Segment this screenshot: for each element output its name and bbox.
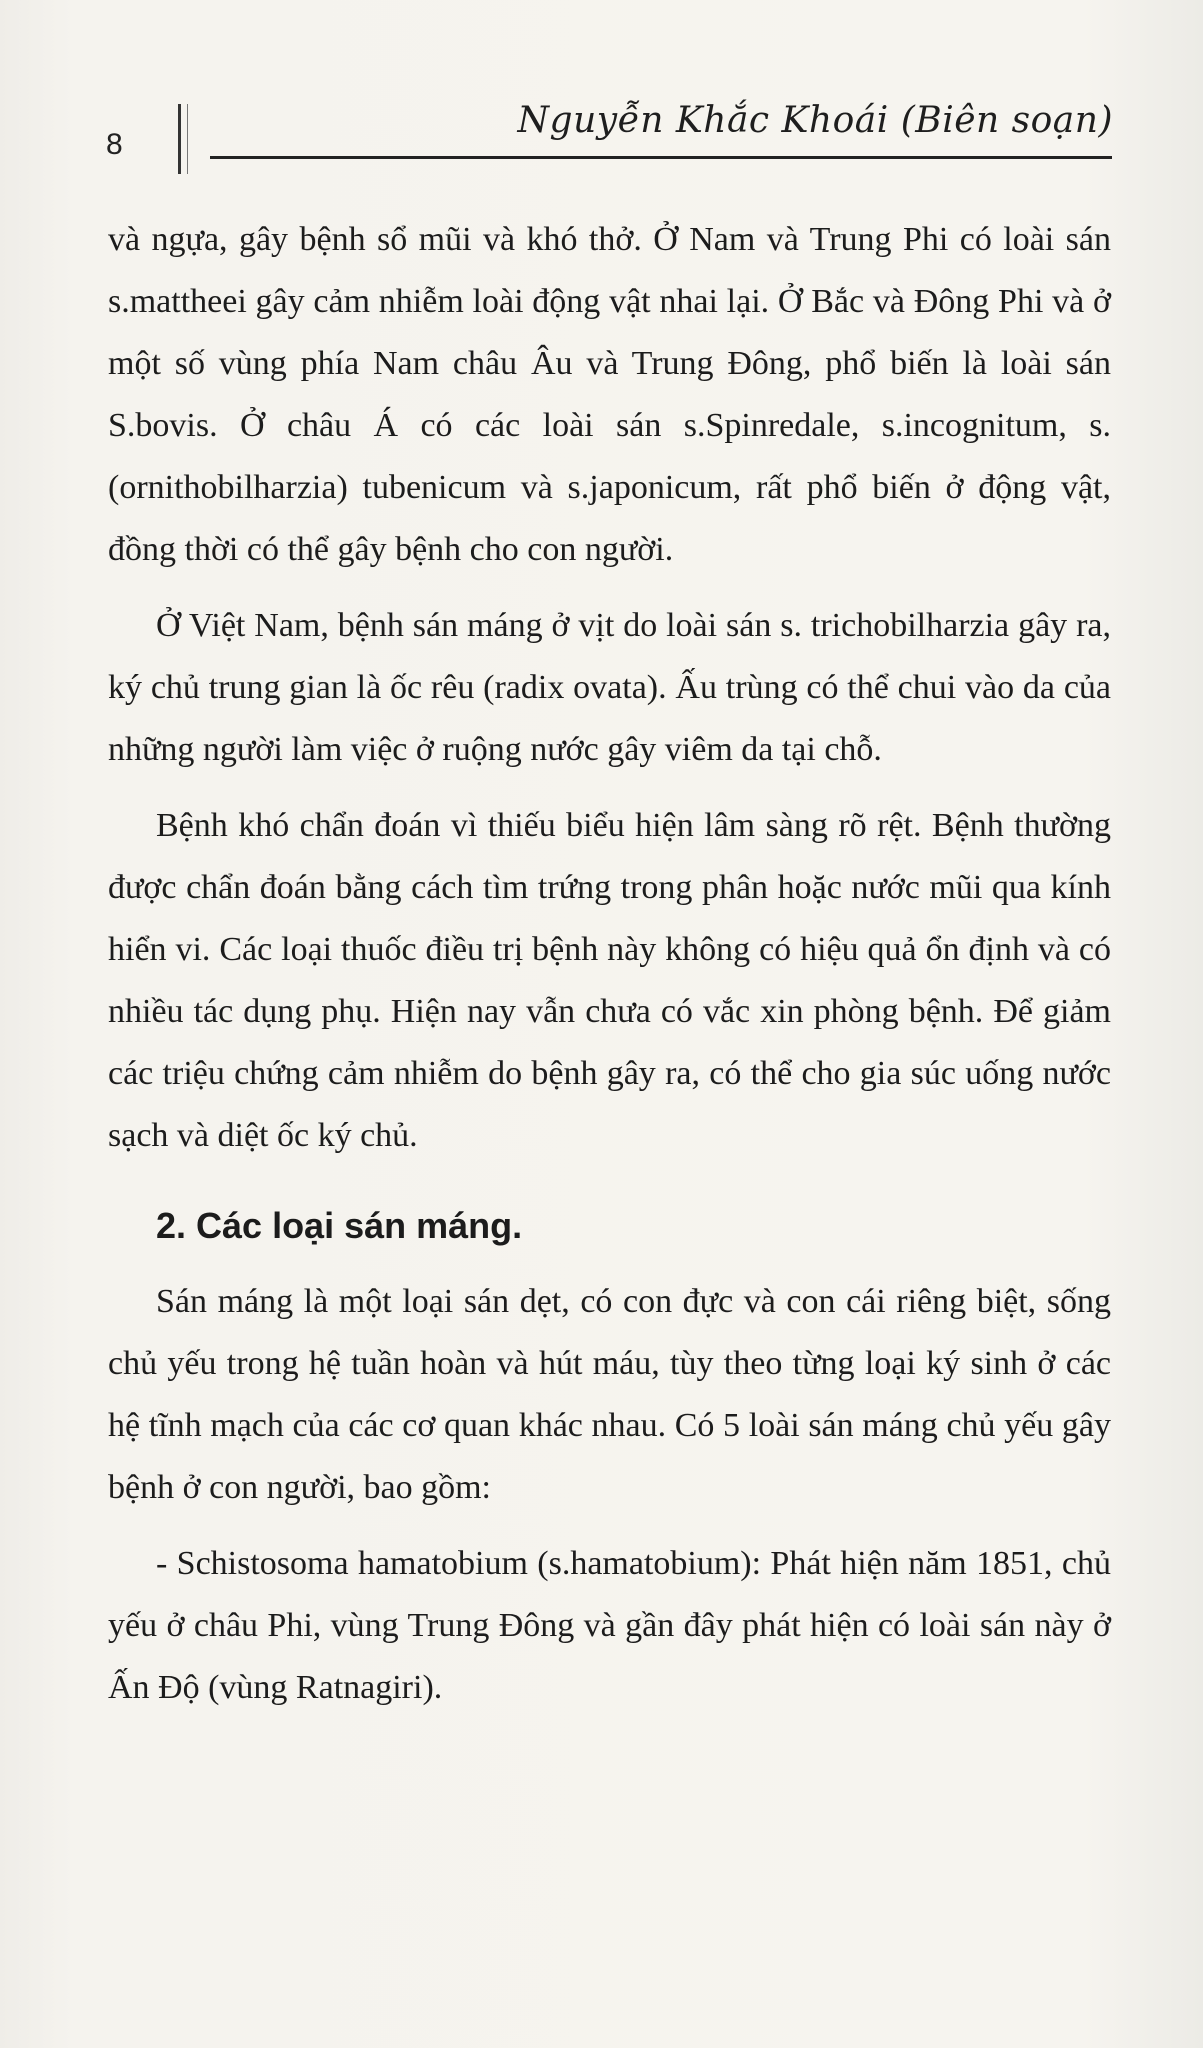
running-head: Nguyễn Khắc Khoái (Biên soạn) xyxy=(517,100,1113,141)
section-heading: 2. Các loại sán máng. xyxy=(156,1205,523,1246)
paragraph-schistosome-intro: Sán máng là một loại sán dẹt, có con đực và con cái riêng biệt, sống chủ yếu trong hệ tuần hoàn và hút máu, tùy theo từng loại ký sinh ở các hệ tĩnh mạch của các cơ quan khác nhau. Có 5 loài sán máng chủ yếu gây bệnh ở con người, bao gồm: xyxy=(108,1283,1111,1506)
paragraph-diagnosis: Bệnh khó chẩn đoán vì thiếu biểu hiện lâm sàng rõ rệt. Bệnh thường được chẩn đoán bằng cách tìm trứng trong phân hoặc nước mũi qua kính hiển vi. Các loại thuốc điều trị bệnh này không có hiệu quả ổn định và có nhiều tác dụng phụ. Hiện nay vẫn chưa có vắc xin phòng bệnh. Để giảm các triệu chứng cảm nhiễm do bệnh gây ra, có thể cho gia súc uống nước sạch và diệt ốc ký chủ. xyxy=(108,807,1111,1154)
header-rule xyxy=(210,156,1112,159)
page-number: 8 xyxy=(106,128,123,161)
page-header xyxy=(0,0,1203,180)
paragraph-continued: và ngựa, gây bệnh sổ mũi và khó thở. Ở Nam và Trung Phi có loài sán s.mattheei gây cảm nhiễm loài động vật nhai lại. Ở Bắc và Đông Phi và ở một số vùng phía Nam châu Âu và Trung Đông, phổ biến là loài sán S.bovis. Ở châu Á có các loài sán s.Spinredale, s.incognitum, s.(ornithobilharzia) tubenicum và s.japonicum, rất phổ biến ở động vật, đồng thời có thể gây bệnh cho con người. xyxy=(108,221,1111,568)
header-divider xyxy=(178,104,188,174)
list-item-hamatobium: - Schistosoma hamatobium (s.hamatobium): Phát hiện năm 1851, chủ yếu ở châu Phi, vùng Trung Đông và gần đây phát hiện có loài sán này ở Ấn Độ (vùng Ratnagiri). xyxy=(108,1545,1111,1706)
page-body xyxy=(108,209,1111,1733)
paragraph-vietnam: Ở Việt Nam, bệnh sán máng ở vịt do loài sán s. trichobilharzia gây ra, ký chủ trung gian là ốc rêu (radix ovata). Ấu trùng có thể chui vào da của những người làm việc ở ruộng nước gây viêm da tại chỗ. xyxy=(108,607,1111,768)
